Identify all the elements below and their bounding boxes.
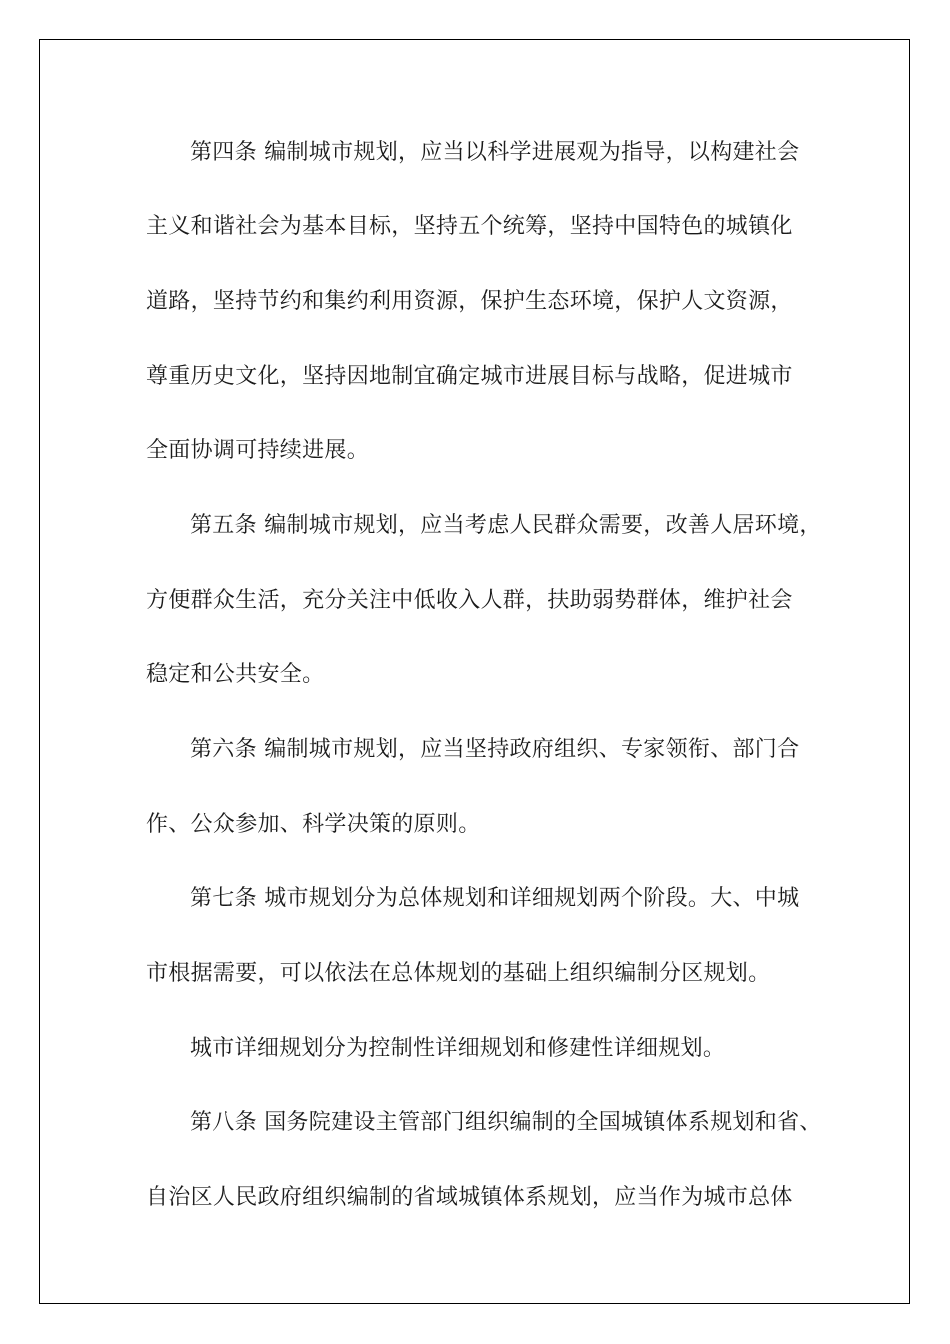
- text-line: 主义和谐社会为基本目标，坚持五个统筹，坚持中国特色的城镇化: [146, 214, 793, 239]
- text-line: 第四条 编制城市规划，应当以科学进展观为指导，以构建社会: [190, 140, 800, 165]
- text-line: 第七条 城市规划分为总体规划和详细规划两个阶段。大、中城: [190, 886, 800, 911]
- text-line: 尊重历史文化，坚持因地制宜确定城市进展目标与战略，促进城市: [146, 364, 793, 389]
- text-line: 自治区人民政府组织编制的省域城镇体系规划，应当作为城市总体: [146, 1185, 793, 1210]
- text-line: 城市详细规划分为控制性详细规划和修建性详细规划。: [190, 1036, 726, 1061]
- text-line: 第八条 国务院建设主管部门组织编制的全国城镇体系规划和省、: [190, 1110, 822, 1135]
- text-line: 稳定和公共安全。: [146, 662, 325, 687]
- text-line: 第六条 编制城市规划，应当坚持政府组织、专家领衔、部门合: [190, 737, 800, 762]
- text-line: 作、公众参加、科学决策的原则。: [146, 812, 481, 837]
- text-line: 第五条 编制城市规划，应当考虑人民群众需要，改善人居环境，: [190, 513, 822, 538]
- text-line: 市根据需要，可以依法在总体规划的基础上组织编制分区规划。: [146, 961, 771, 986]
- text-line: 道路，坚持节约和集约利用资源，保护生态环境，保护人文资源，: [146, 289, 793, 314]
- text-line: 方便群众生活，充分关注中低收入人群，扶助弱势群体，维护社会: [146, 588, 793, 613]
- text-line: 全面协调可持续进展。: [146, 438, 370, 463]
